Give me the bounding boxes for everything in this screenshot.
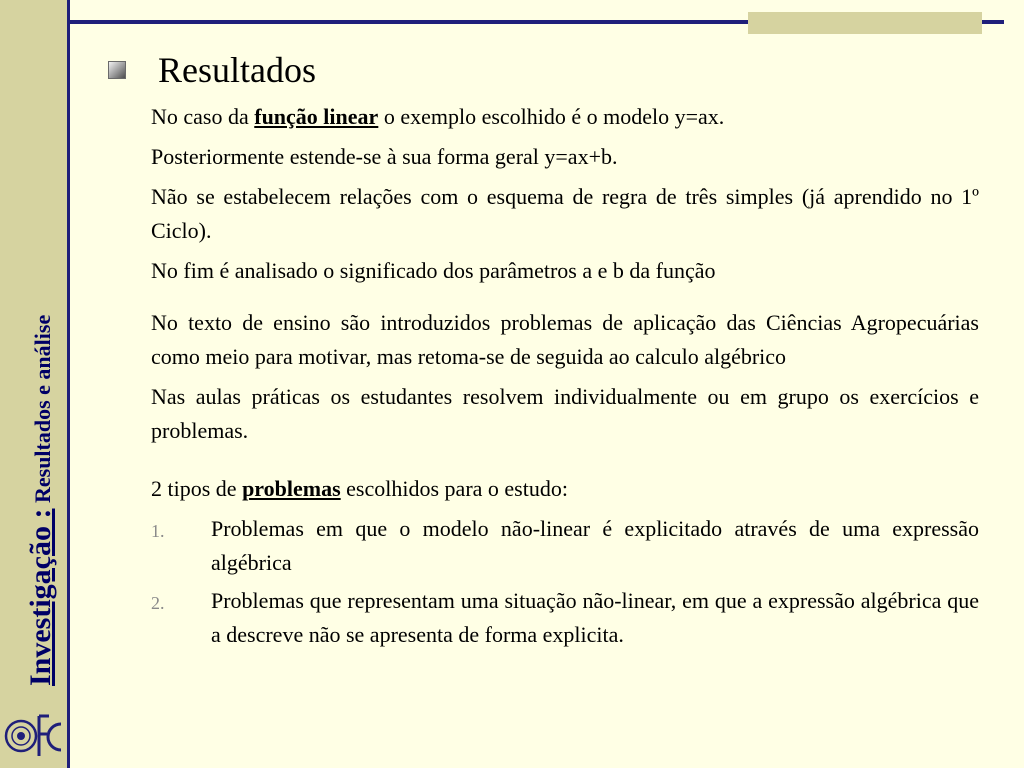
p1-pre: No caso da: [151, 104, 255, 129]
list-item: [151, 584, 979, 652]
p7-post: escolhidos para o estudo:: [340, 476, 568, 501]
p1-post: o exemplo escolhido é o modelo y=ax.: [378, 104, 725, 129]
list-item-text: Problemas em que o modelo não-linear é explicitado através de uma expressão algébrica: [211, 516, 979, 575]
keyword-linear-function: função linear: [254, 104, 379, 129]
paragraph-problem-types: [151, 472, 979, 506]
list-number: 1.: [151, 521, 165, 541]
top-accent-bar: [748, 12, 982, 34]
heading-text: Resultados: [158, 50, 316, 90]
slide-body: [151, 100, 979, 652]
p7-pre: 2 tipos de: [151, 476, 243, 501]
paragraph-parameters: No fim é analisado o significado dos parâmetros a e b da função: [151, 258, 716, 283]
section-title-sub: Resultados e análise: [30, 314, 55, 509]
square-bullet-icon: [108, 61, 126, 79]
paragraph-linear-function: [151, 100, 979, 134]
paragraph-teaching-text: No texto de ensino são introduzidos problemas de aplicação das Ciências Agropecuárias como meio para motivar, mas retoma-se de seguida ao calculo algébrico: [151, 310, 979, 369]
list-number: 2.: [151, 593, 165, 613]
slide-heading: [108, 50, 316, 90]
sidebar-divider: [67, 0, 70, 768]
vertical-section-title: [26, 315, 56, 686]
list-item: [151, 512, 979, 580]
paragraph-general-form: Posteriormente estende-se à sua forma geral y=ax+b.: [151, 144, 618, 169]
problem-types-list: [151, 512, 979, 652]
keyword-problems: problemas: [242, 476, 341, 501]
list-item-text: Problemas que representam uma situação não-linear, em que a expressão algébrica que a descreve não se apresenta de forma explicita.: [211, 588, 979, 647]
paragraph-practical-classes: Nas aulas práticas os estudantes resolvem individualmente ou em grupo os exercícios e problemas.: [151, 384, 979, 443]
university-seal-logo: [3, 708, 63, 764]
section-title-main: Investigação :: [24, 508, 57, 686]
paragraph-rule-of-three: Não se estabelecem relações com o esquema de regra de três simples (já aprendido no 1º Ciclo).: [151, 184, 979, 243]
